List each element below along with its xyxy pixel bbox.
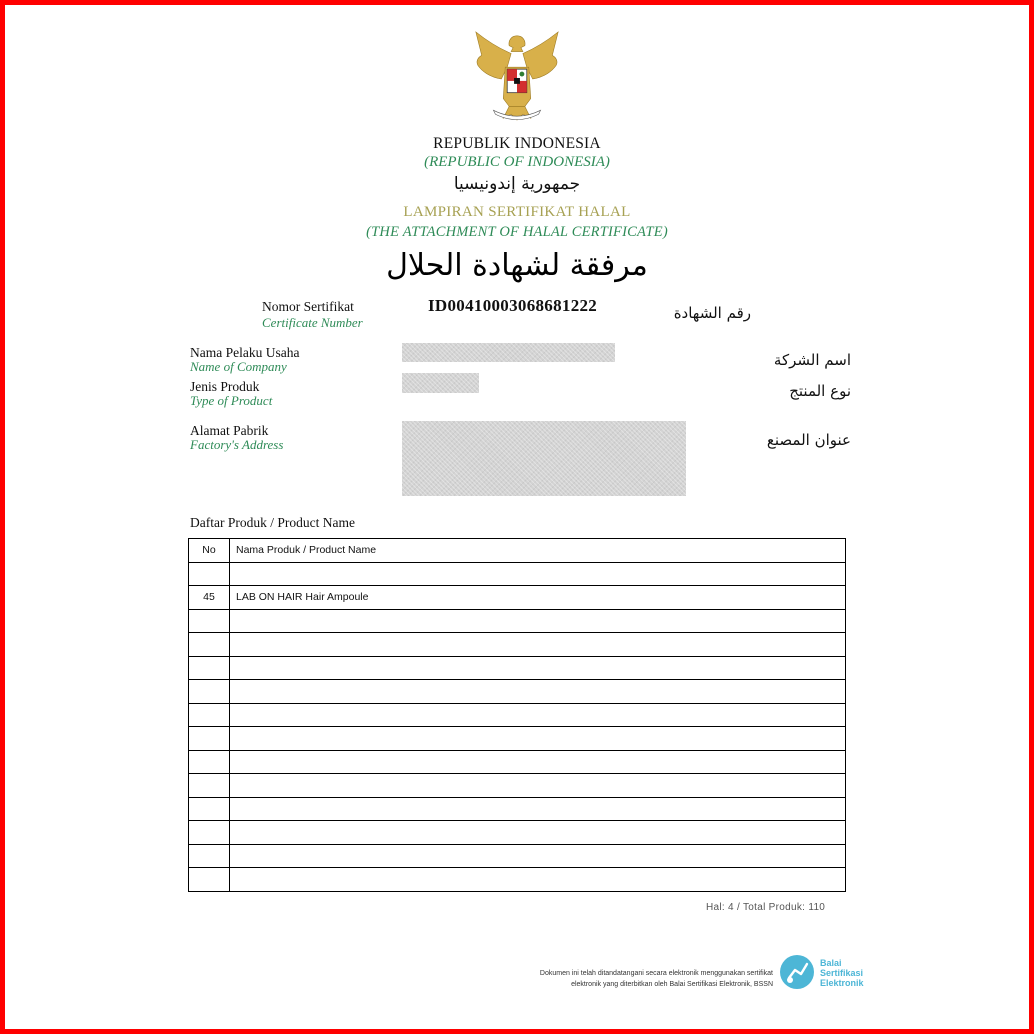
row-product-name (230, 562, 846, 586)
signature-note-line-2: elektronik yang diterbitkan oleh Balai Sertifikasi Elektronik, BSSN (571, 981, 773, 988)
table-row (189, 774, 846, 798)
column-header-product-name: Nama Produk / Product Name (230, 539, 846, 563)
row-no: 45 (189, 586, 230, 610)
signature-note-line-1: Dokumen ini telah ditandatangani secara elektronik menggunakan sertifikat (539, 970, 773, 977)
product-table (188, 538, 846, 892)
row-product-name (230, 727, 846, 751)
table-row (189, 680, 846, 704)
table-row (189, 633, 846, 657)
document-title-arabic: مرفقة لشهادة الحلال (386, 248, 648, 283)
row-no (189, 750, 230, 774)
garuda-emblem-icon (468, 28, 566, 126)
row-product-name (230, 609, 846, 633)
bsre-logo-icon (779, 954, 815, 990)
row-product-name (230, 703, 846, 727)
row-no (189, 868, 230, 892)
table-row (189, 562, 846, 586)
row-product-name (230, 844, 846, 868)
row-no (189, 656, 230, 680)
row-product-name (230, 750, 846, 774)
product-list-title: Daftar Produk / Product Name (190, 515, 355, 530)
table-row (189, 750, 846, 774)
document-title-english: (THE ATTACHMENT OF HALAL CERTIFICATE) (366, 224, 668, 240)
country-name-english: (REPUBLIC OF INDONESIA) (424, 154, 610, 170)
document-title: LAMPIRAN SERTIFIKAT HALAL (403, 204, 631, 220)
product-type-label-arabic: نوع المنتج (789, 382, 851, 400)
table-row (189, 868, 846, 892)
factory-address-label-english: Factory's Address (190, 437, 284, 452)
electronic-signature-note (500, 968, 773, 990)
factory-address-label: Alamat Pabrik (190, 423, 269, 438)
row-product-name (230, 868, 846, 892)
table-row (189, 703, 846, 727)
page-info: Hal: 4 / Total Produk: 110 (706, 902, 826, 913)
country-name: REPUBLIK INDONESIA (433, 135, 601, 152)
row-no (189, 680, 230, 704)
factory-address-redacted (402, 421, 686, 496)
country-name-arabic: جمهورية إندونيسيا (453, 174, 581, 194)
row-product-name (230, 680, 846, 704)
table-row (189, 727, 846, 751)
company-name-redacted (402, 343, 615, 362)
row-no (189, 774, 230, 798)
table-row (189, 844, 846, 868)
row-product-name (230, 821, 846, 845)
row-product-name (230, 797, 846, 821)
factory-address-label-arabic: عنوان المصنع (766, 431, 851, 449)
bsre-logo-line-2: Sertifikasi (820, 968, 864, 978)
row-product-name (230, 774, 846, 798)
certificate-number-label-english: Certificate Number (262, 315, 363, 330)
row-product-name: LAB ON HAIR Hair Ampoule (230, 586, 846, 610)
table-row (189, 797, 846, 821)
row-product-name (230, 656, 846, 680)
row-no (189, 797, 230, 821)
bsre-logo-text (820, 958, 864, 988)
company-label-arabic: اسم الشركة (773, 351, 851, 369)
company-label-english: Name of Company (190, 359, 287, 374)
row-no (189, 633, 230, 657)
column-header-no: No (189, 539, 230, 563)
row-no (189, 703, 230, 727)
row-no (189, 727, 230, 751)
table-row (189, 656, 846, 680)
row-no (189, 562, 230, 586)
product-type-label: Jenis Produk (190, 379, 260, 394)
table-row (189, 609, 846, 633)
certificate-number-label-arabic: رقم الشهادة (673, 304, 751, 322)
bsre-logo-line-3: Elektronik (820, 978, 864, 988)
certificate-number-label: Nomor Sertifikat (262, 299, 354, 314)
company-label: Nama Pelaku Usaha (190, 345, 300, 360)
row-no (189, 821, 230, 845)
bsre-logo-line-1: Balai (820, 958, 842, 968)
product-type-redacted (402, 373, 479, 393)
table-header-row (189, 539, 846, 563)
table-row (189, 821, 846, 845)
row-product-name (230, 633, 846, 657)
certificate-number: ID00410003068681222 (428, 296, 598, 315)
table-row (189, 586, 846, 610)
product-type-label-english: Type of Product (190, 393, 273, 408)
row-no (189, 609, 230, 633)
row-no (189, 844, 230, 868)
